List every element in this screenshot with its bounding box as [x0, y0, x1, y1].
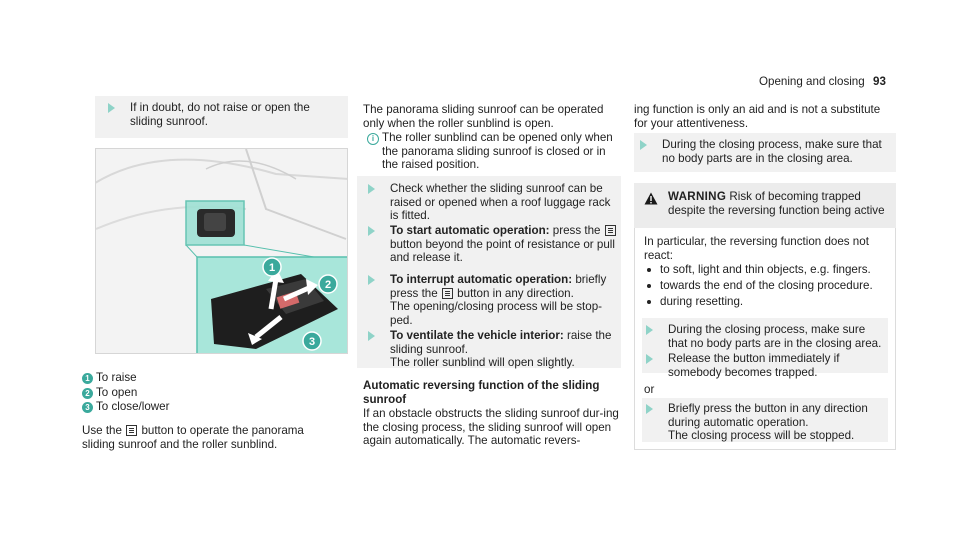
- bullet-item: towards the end of the closing procedure.: [647, 279, 887, 293]
- warning-step-closing-area: During the closing process, make sure that no body parts are in the closing area.: [646, 323, 884, 350]
- info-note: i The roller sunblind can be opened only when the panorama sliding sunroof is closed or in the raised position.: [363, 131, 621, 172]
- step-arrow-icon: [108, 103, 115, 113]
- step-arrow-icon: [368, 184, 375, 194]
- svg-text:1: 1: [268, 262, 276, 274]
- warning-triangle-icon: [644, 192, 658, 205]
- bullet-item: during resetting.: [647, 295, 887, 309]
- sunroof-button-icon: [126, 425, 137, 436]
- legend-item: 1 To raise: [82, 371, 348, 385]
- section-body: If an obstacle obstructs the sliding sunroof dur-ing the closing process, the sliding sunroof will open again automatically. The automatic revers-: [363, 407, 619, 448]
- warning-title: Risk of becoming trapped despite the reversing function being active: [668, 190, 885, 217]
- continued-paragraph: ing function is only an aid and is not a substitute for your attentiveness.: [634, 103, 881, 130]
- tip-step: If in doubt, do not raise or open the sliding sunroof.: [108, 101, 340, 128]
- warning-intro: In particular, the reversing function does not react:: [644, 235, 869, 262]
- intro-paragraph: The panorama sliding sunroof can be operated only when the roller sunblind is open.: [363, 103, 604, 130]
- section-heading: Automatic reversing function of the sliding sunroof: [363, 379, 600, 406]
- or-separator: or: [644, 383, 655, 396]
- bullet-item: to soft, light and thin objects, e.g. fingers.: [647, 263, 887, 277]
- step-arrow-icon: [368, 226, 375, 236]
- sunroof-button-icon: [442, 288, 453, 299]
- warning-body: [634, 228, 896, 450]
- running-header-title: Opening and closing: [759, 75, 865, 88]
- warning-step-release: Release the button immediately if somebody becomes trapped.: [646, 352, 884, 379]
- legend-item: 2 To open: [82, 386, 348, 400]
- step-closing-area: During the closing process, make sure that no body parts are in the closing area.: [640, 138, 894, 165]
- step-arrow-icon: [640, 140, 647, 150]
- use-paragraph: Use the button to operate the panorama sliding sunroof and the roller sunblind.: [82, 424, 304, 451]
- svg-text:3: 3: [308, 336, 316, 348]
- warning-header: [634, 183, 896, 228]
- sunroof-button-icon: [605, 225, 616, 236]
- warning-step-briefly-press: Briefly press the button in any direction during automatic operation. The closing process will be stopped.: [646, 402, 884, 443]
- step-arrow-icon: [368, 275, 375, 285]
- page-number: 93: [873, 75, 886, 88]
- step-arrow-icon: [646, 325, 653, 335]
- step-ventilate: To ventilate the vehicle interior: raise the sliding sunroof. The roller sunblind will open slightly.: [368, 329, 620, 370]
- info-icon: i: [367, 133, 379, 145]
- legend-item: 3 To close/lower: [82, 400, 348, 414]
- step-arrow-icon: [646, 404, 653, 414]
- overhead-console-illustration: [96, 149, 348, 354]
- sunroof-control-figure: [95, 148, 348, 354]
- legend-list: [82, 371, 348, 414]
- svg-text:2: 2: [324, 279, 332, 291]
- step-arrow-icon: [646, 354, 653, 364]
- step-check-rack: Check whether the sliding sunroof can be raised or opened when a roof luggage rack is fitted.: [368, 182, 620, 223]
- step-interrupt-automatic: To interrupt automatic operation: briefly press the button in any direction. The opening/closing process will be stop-ped.: [368, 273, 620, 327]
- warning-label: WARNING: [668, 190, 727, 203]
- step-start-automatic: To start automatic operation: press the button beyond the point of resistance or pull and release it.: [368, 224, 620, 265]
- step-arrow-icon: [368, 331, 375, 341]
